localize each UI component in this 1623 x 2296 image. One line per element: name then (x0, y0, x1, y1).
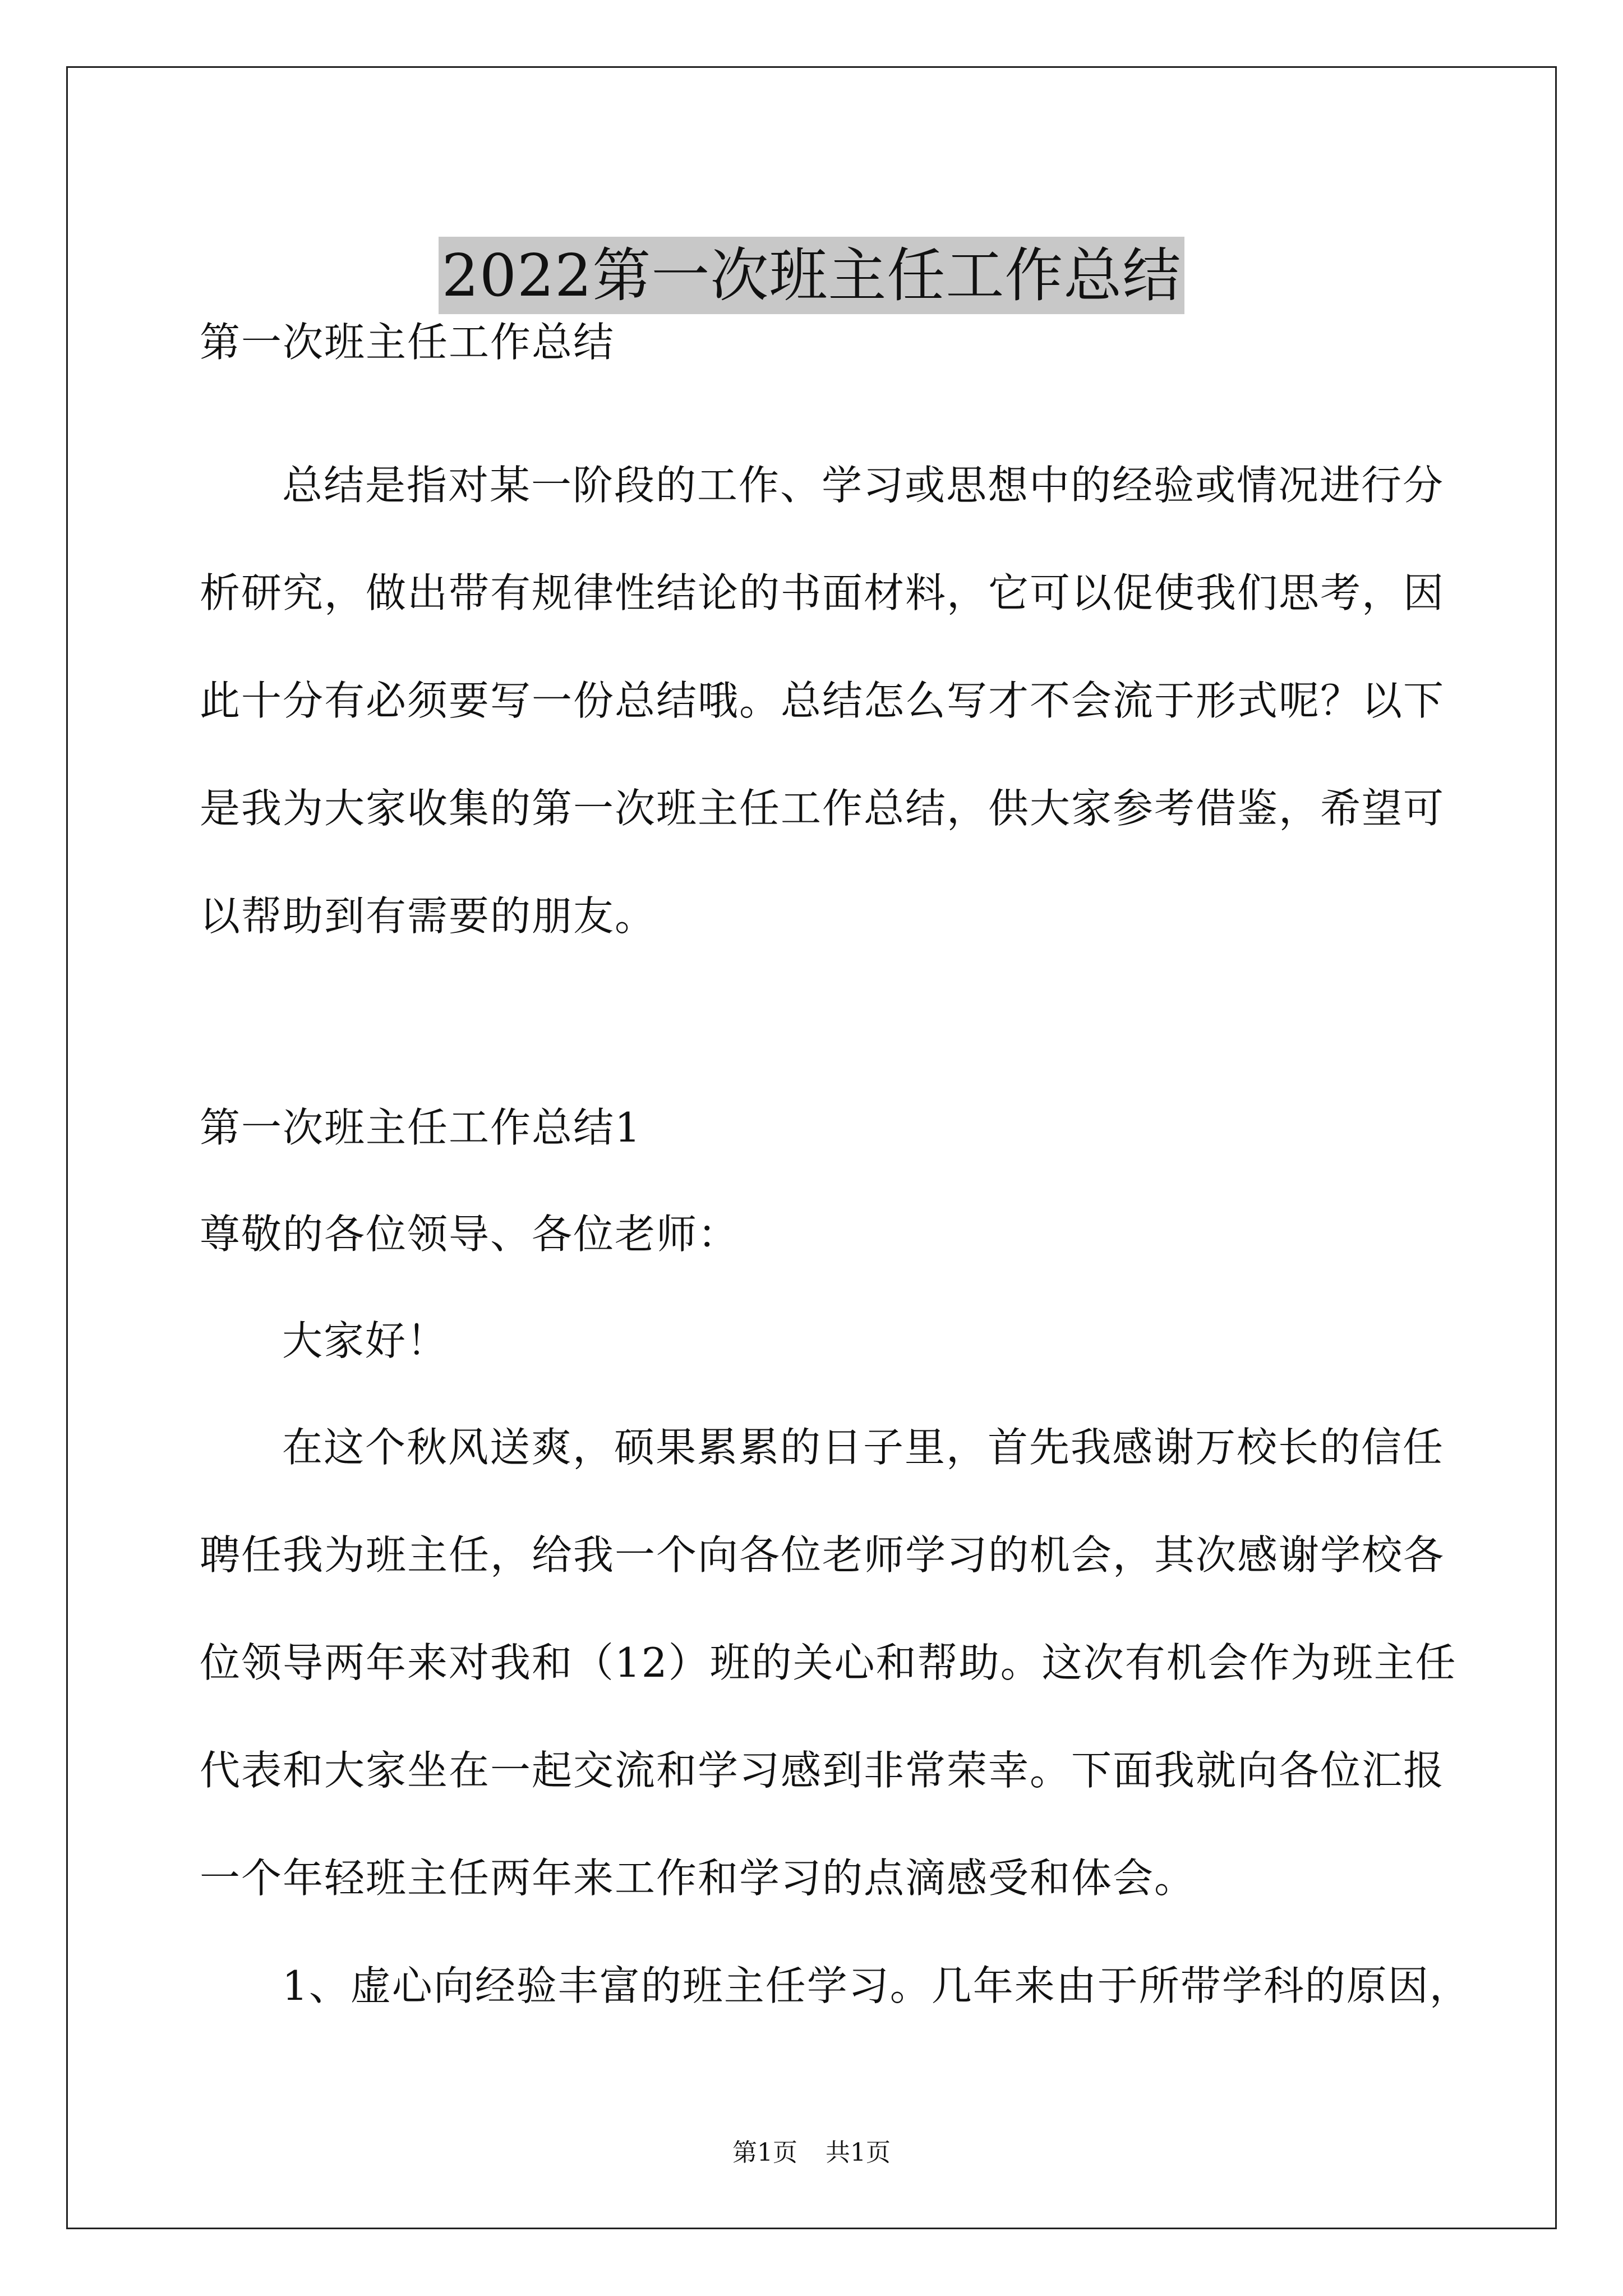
body-line: 聘任我为班主任，给我一个向各位老师学习的机会，其次感谢学校各 (200, 1531, 1445, 1579)
body-line: 是我为大家收集的第一次班主任工作总结，供大家参考借鉴，希望可 (200, 785, 1445, 832)
subtitle-line: 第一次班主任工作总结 (200, 319, 615, 366)
body-line: 析研究，做出带有规律性结论的书面材料，它可以促使我们思考，因 (200, 569, 1445, 616)
page-total-label: 共1页 (826, 2138, 891, 2167)
document-title: 2022第一次班主任工作总结 (439, 237, 1185, 314)
body-line: 此十分有必须要写一份总结哦。总结怎么写才不会流于形式呢？以下 (200, 677, 1445, 724)
body-line: 总结是指对某一阶段的工作、学习或思想中的经验或情况进行分 (282, 462, 1445, 509)
body-line: 代表和大家坐在一起交流和学习感到非常荣幸。下面我就向各位汇报 (200, 1747, 1445, 1794)
page-footer (0, 2137, 1623, 2169)
body-line: 一个年轻班主任两年来工作和学习的点滴感受和体会。 (200, 1855, 1196, 1902)
body-line: 以帮助到有需要的朋友。 (200, 892, 657, 940)
page-current-label: 第1页 (732, 2138, 797, 2167)
body-line: 在这个秋风送爽，硕果累累的日子里，首先我感谢万校长的信任 (282, 1424, 1445, 1471)
body-line: 1、虚心向经验丰富的班主任学习。几年来由于所带学科的原因， (282, 1962, 1471, 2009)
salutation-line: 尊敬的各位领导、各位老师： (200, 1211, 740, 1258)
section-heading: 第一次班主任工作总结1 (200, 1104, 642, 1151)
greeting-line: 大家好！ (282, 1317, 449, 1364)
body-line: 位领导两年来对我和（12）班的关心和帮助。这次有机会作为班主任 (200, 1639, 1457, 1686)
